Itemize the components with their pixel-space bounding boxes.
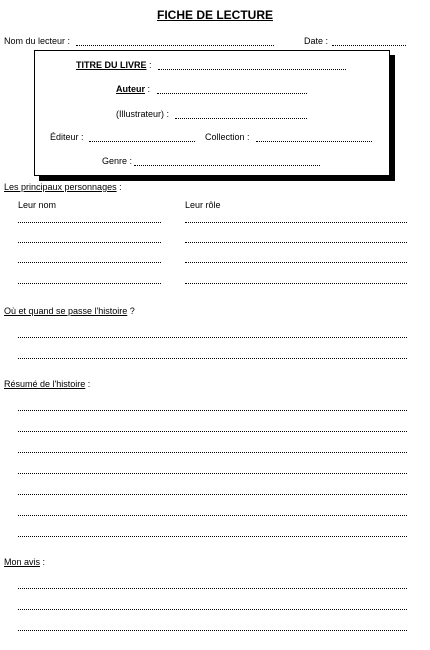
summary-line[interactable] (18, 536, 407, 537)
setting-line[interactable] (18, 337, 407, 338)
reader-name-label: Nom du lecteur : (4, 36, 71, 46)
author-field[interactable] (157, 93, 307, 94)
summary-heading: Résumé de l'histoire : (4, 379, 91, 389)
page-title: FICHE DE LECTURE (156, 8, 273, 22)
summary-line[interactable] (18, 494, 407, 495)
character-name-line[interactable] (18, 262, 161, 263)
summary-line[interactable] (18, 452, 407, 453)
book-title-field[interactable] (158, 69, 346, 70)
character-role-line[interactable] (185, 222, 407, 223)
reader-name-field[interactable] (76, 45, 274, 46)
publisher-label: Éditeur : (50, 132, 84, 142)
character-role-line[interactable] (185, 262, 407, 263)
genre-label: Genre : (102, 156, 133, 166)
character-name-line[interactable] (18, 222, 161, 223)
publisher-field[interactable] (89, 141, 195, 142)
date-field[interactable] (332, 45, 406, 46)
character-name-line[interactable] (18, 242, 161, 243)
setting-line[interactable] (18, 358, 407, 359)
collection-label: Collection : (205, 132, 250, 142)
collection-field[interactable] (256, 141, 372, 142)
genre-field[interactable] (134, 165, 320, 166)
setting-heading: Où et quand se passe l'histoire ? (4, 306, 135, 316)
summary-line[interactable] (18, 473, 407, 474)
character-role-line[interactable] (185, 242, 407, 243)
date-label: Date : (304, 36, 329, 46)
summary-line[interactable] (18, 410, 407, 411)
author-label: Auteur : (116, 84, 151, 94)
character-role-line[interactable] (185, 283, 407, 284)
characters-heading: Les principaux personnages : (4, 182, 122, 192)
opinion-line[interactable] (18, 588, 407, 589)
book-title-label: TITRE DU LIVRE : (76, 60, 152, 70)
characters-name-column-label: Leur nom (18, 200, 57, 210)
opinion-line[interactable] (18, 609, 407, 610)
character-name-line[interactable] (18, 283, 161, 284)
opinion-line[interactable] (18, 630, 407, 631)
characters-role-column-label: Leur rôle (185, 200, 221, 210)
opinion-heading: Mon avis : (4, 557, 46, 567)
illustrator-label: (Illustrateur) : (116, 109, 170, 119)
summary-line[interactable] (18, 431, 407, 432)
illustrator-field[interactable] (175, 118, 307, 119)
summary-line[interactable] (18, 515, 407, 516)
